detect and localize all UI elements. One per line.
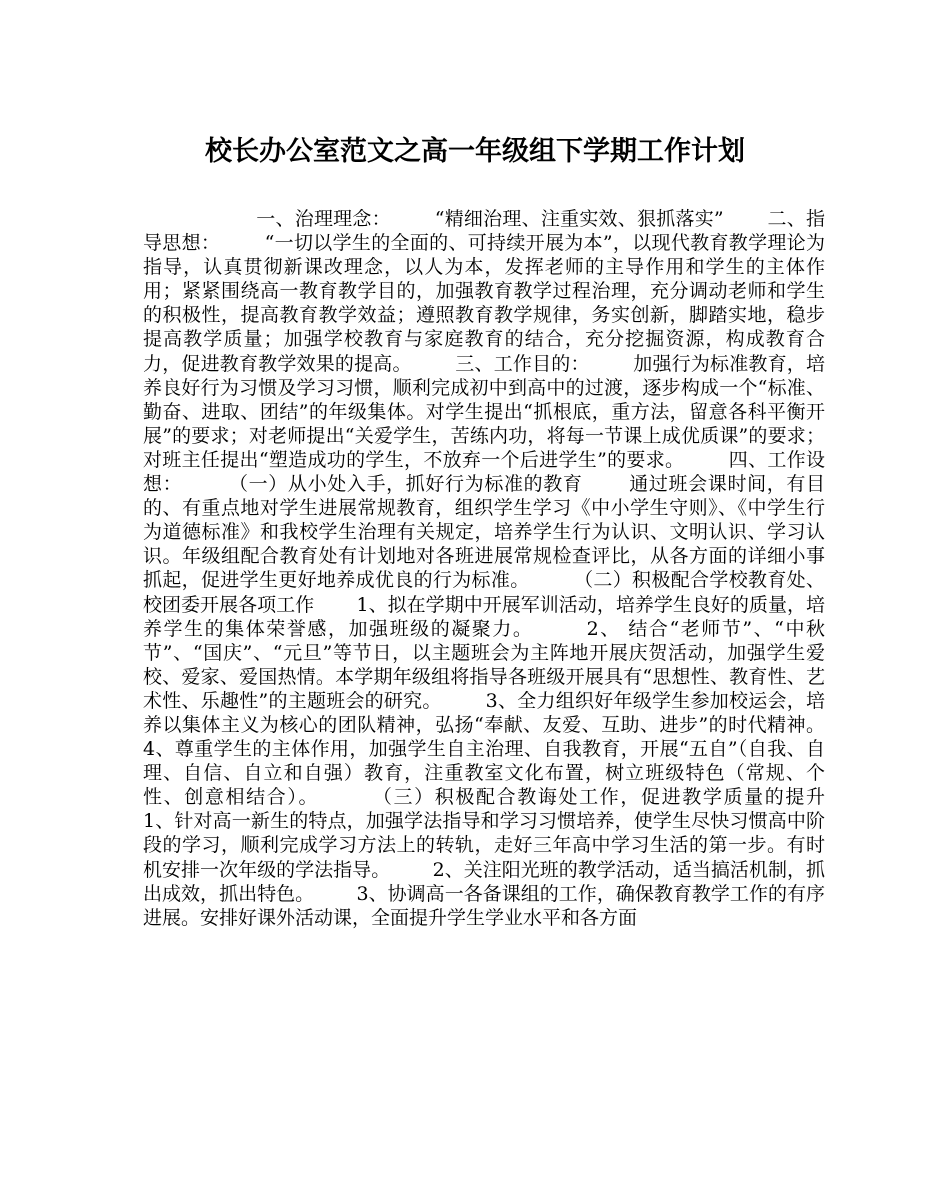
document-body-text: 一、治理理念： “精细治理、注重实效、狠抓落实” 二、指导思想： “一切以学生的全面的、可持续开展为本”，以现代教育教学理论为指导，认真贯彻新课改理念，以人为本，发挥老师的主导作用和学生的主体作用；紧紧围绕高一教育教学目的，加强教育教学过程治理，充分调动老师和学生的积极性，提高教育教学效益；遵照教育教学规律，务实创新，脚踏实地，稳步提高教学质量；加强学校教育与家庭教育的结合，充分挖掘资源，构成教育合力，促进教育教学效果的提高。 三、工作目的： 加强行为标准教育，培养良好行为习惯及学习习惯，顺利完成初中到高中的过渡，逐步构成一个“标准、勤奋、进取、团结”的年级集体。对学生提出“抓根底，重方法，留意各科平衡开展”的要求；对老师提出“关爱学生，苦练内功，将每一节课上成优质课”的要求；对班主任提出“塑造成功的学生，不放弃一个后进学生”的要求。 四、工作设想： （一）从小处入手，抓好行为标准的教育 通过班会课时间，有目的、有重点地对学生进展常规教育，组织学生学习《中小学生守则》、《中学生行为道德标准》和我校学生治理有关规定，培养学生行为认识、文明认识、学习认识。年级组配合教育处有计划地对各班进展常规检查评比，从各方面的详细小事抓起，促进学生更好地养成优良的行为标准。 （二）积极配合学校教育处、校团委开展各项工作 1、拟在学期中开展军训活动，培养学生良好的质量，培养学生的集体荣誉感，加强班级的凝聚力。 2、 结合“老师节”、“中秋节”、“国庆”、“元旦”等节日，以主题班会为主阵地开展庆贺活动，加强学生爱校、爱家、爱国热情。本学期年级组将指导各班级开展具有“思想性、教育性、艺术性、乐趣性”的主题班会的研究。 3、全力组织好年级学生参加校运会，培养以集体主义为核心的团队精神，弘扬“奉献、友爱、互助、进步”的时代精神。 4、尊重学生的主体作用，加强学生自主治理、自我教育，开展“五自”（自我、自理、自信、自立和自强）教育，注重教室文化布置，树立班级特色（常规、个性、创意相结合）。 （三）积极配合教诲处工作，促进教学质量的提升 1、针对高一新生的特点，加强学法指导和学习习惯培养，使学生尽快习惯高中阶段的学习，顺利完成学习方法上的转轨，走好三年高中学习生活的第一步。有时机安排一次年级的学法指导。 2、关注阳光班的教学活动，适当搞活机制，抓出成效，抓出特色。 3、协调高一各备课组的工作，确保教育教学工作的有序进展。安排好课外活动课，全面提升学生学业水平和各方面 (143, 208, 868, 929)
document-title: 校长办公室范文之高一年级组下学期工作计划 (205, 136, 745, 167)
